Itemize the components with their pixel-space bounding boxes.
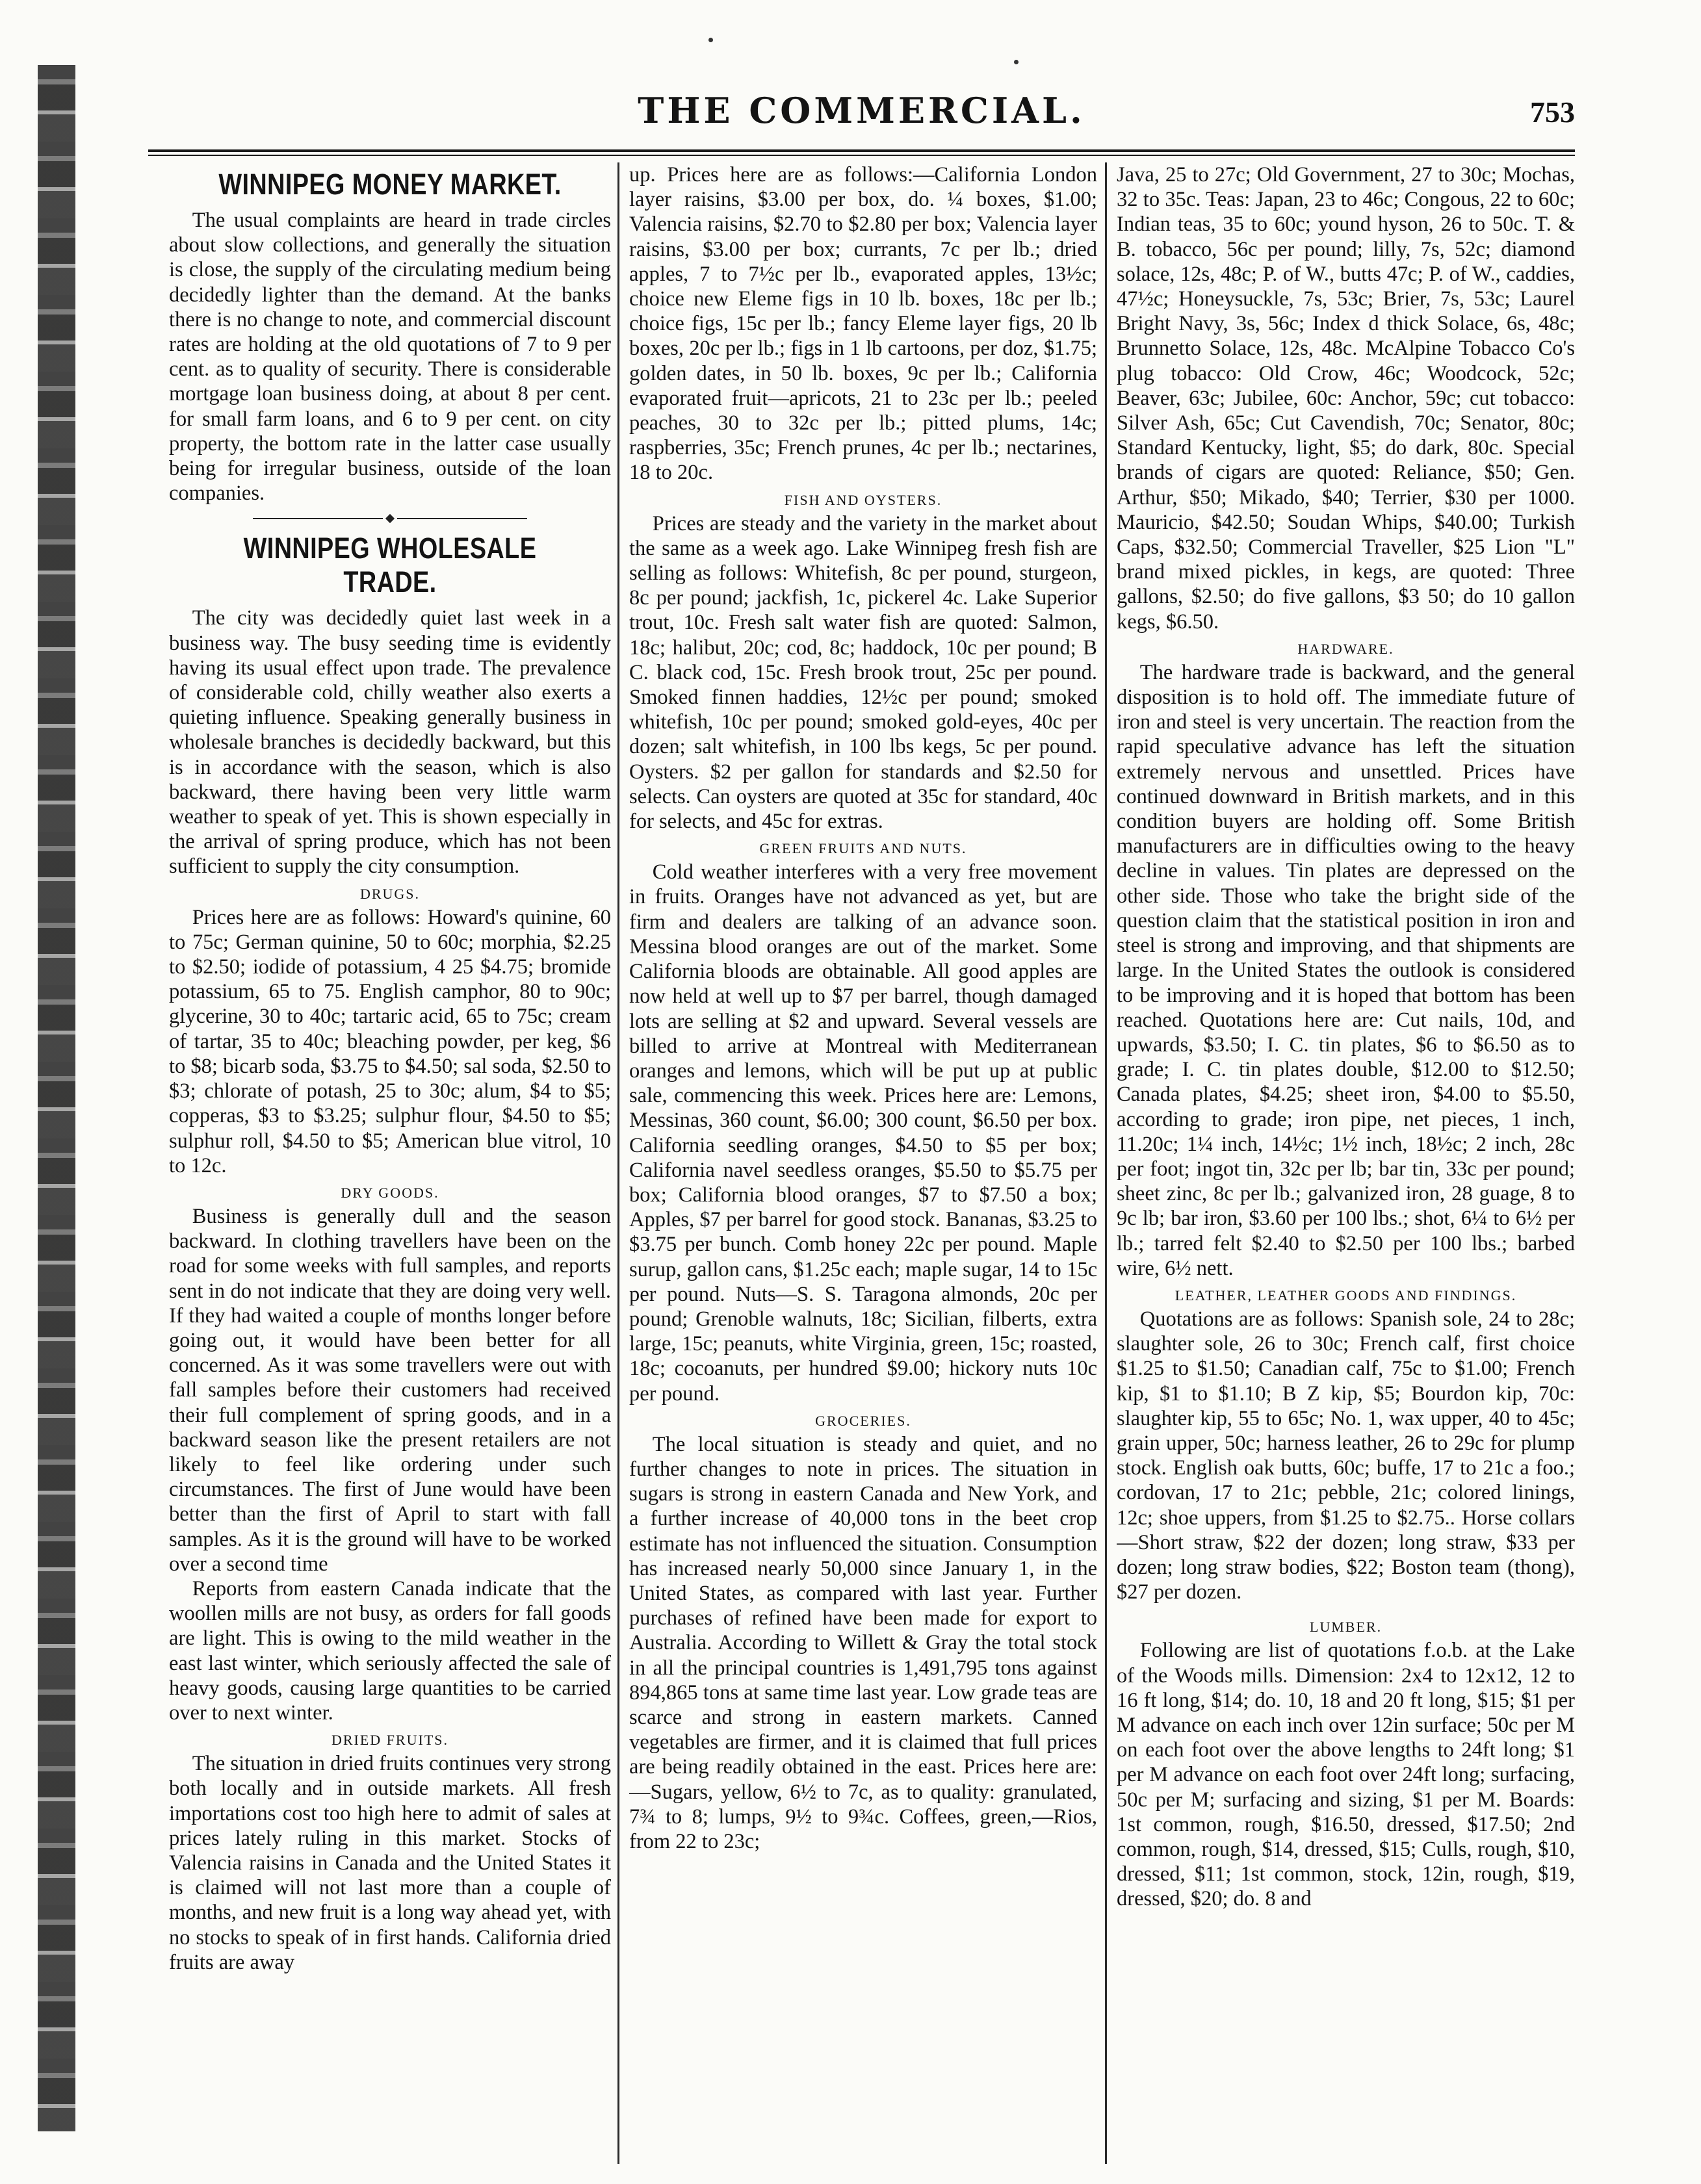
column-2 bbox=[629, 162, 1097, 2164]
article-paragraph: Prices here are as follows: Howard's quinine, 60 to 75c; German quinine, 50 to 60c; morphia, $2.25 to $2.50; iodide of potassium, 4 25 $4.75; bromide potassium, 65 to 75. English camphor, 80 to 90c; glycerine, 30 to 40c; tartaric acid, 65 to 75c; cream of tartar, 35 to 40c; bleaching powder, per keg, $6 to $8; bicarb soda, $3.75 to $4.50; sal soda, $2.50 to $3; chlorate of potash, 25 to 30c; alum, $4 to $5; copperas, $3 to $3.25; sulphur flour, $4.50 to $5; sulphur roll, $4.50 to $5; American blue vitrol, 10 to 12c. bbox=[169, 905, 611, 1177]
article-paragraph: Java, 25 to 27c; Old Government, 27 to 30c; Mochas, 32 to 35c. Teas: Japan, 23 to 46c; Congous, 22 to 60c; Indian teas, 35 to 60c; yound hyson, 26 to 50c. T. & B. tobacco, 56c per pound; lilly, 7s, 52c; diamond solace, 12s, 48c; P. of W., butts 47c; P. of W., caddies, 47½c; Honeysuckle, 7s, 53c; Brier, 7s, 53c; Laurel Bright Navy, 3s, 56c; Index d thick Solace, 6s, 48c; Brunnetto Solace, 12s, 48c. McAlpine Tobacco Co's plug tobacco: Old Crow, 46c; Woodcock, 52c; Beaver, 63c; Jubilee, 60c: Anchor, 59c; cut tobacco: Silver Ash, 65c; Cut Cavendish, 70c; Senator, 80c; Standard Kentucky, light, $5; do dark, 80c. Special brands of cigars are quoted: Reliance, $50; Gen. Arthur, $50; Mikado, $40; Terrier, $30 per 1000. Mauricio, $42.50; Soudan Whips, $40.00; Turkish Caps, $32.50; Commercial Traveller, $25 Lion "L" brand mixed pickles, in kegs, are quoted: Three gallons, $2.50; do five gallons, $3 50; do 10 gallon kegs, $6.50. bbox=[1117, 163, 1575, 634]
article-paragraph: The hardware trade is backward, and the general disposition is to hold off. The immediate future of iron and steel is very uncertain. The reaction from the rapid speculative advance has left the situation extremely nervous and unsettled. Prices have continued downward in British markets, and in this condition buyers are holding off. Some British manufacturers are in difficulties owing to the heavy decline in values. Tin plates are depressed on the other side. Those who take the bright side of the question claim that the statistical position in iron and steel is strong and improving, and that shipments are large. In the United States the outlook is considered to be improving and it is hoped that bottom has been reached. Quotations here are: Cut nails, 10d, and upwards, $3.50; I. C. tin plates, $6 to $6.50 as to grade; I. C. tin plates double, $12.00 to $12.50; Canada plates, $4.25; sheet iron, $4.00 to $5.50, according to grade; iron pipe, net pieces, 1 inch, 11.20c; 1¼ inch, 14½c; 1½ inch, 18½c; 2 inch, 28c per foot; ingot tin, 32c per lb; bar tin, 33c per pound; sheet zinc, 8c per lb.; galvanized iron, 28 guage, 8 to 9c lb; bar iron, $3.60 per 100 lbs.; shot, 6¼ to 6½ per lb.; tarred felt $2.40 to $2.50 per 100 lbs.; barbed wire, 6½ nett. bbox=[1117, 660, 1575, 1280]
newspaper-title: THE COMMERCIAL. bbox=[638, 90, 1085, 131]
subsection-heading: GROCERIES. bbox=[815, 1412, 911, 1429]
section-separator bbox=[169, 512, 611, 524]
article-paragraph: The local situation is steady and quiet, and no further changes to note in prices. The situation in sugars is strong in eastern Canada and New York, and a further increase of 40,000 tons in the beet crop estimate has not influenced the situation. Consumption has increased nearly 50,000 since January 1, in the United States, as compared with last year. Further purchases of refined have been made for export to Australia. According to Willett & Gray the total stock in all the principal countries is 1,491,795 tons against 894,865 tons at same time last year. Low grade teas are scarce and strong in eastern markets. Canned vegetables are firmer, and it is claimed that full prices are being readily obtained in the east. Prices here are:—Sugars, yellow, 6½ to 7c, as to quality: granulated, 7¾ to 8; lumps, 9½ to 9¾c. Coffees, green,—Rios, from 22 to 23c; bbox=[629, 1432, 1097, 1853]
article-paragraph: The city was decidedly quiet last week in a business way. The busy seeding time is evidently having its usual effect upon trade. The prevalence of considerable cold, chilly weather also exerts a quieting influence. Speaking generally business in wholesale branches is decidedly backward, but this is in accordance with the season, which is also backward, there having been very little warm weather to speak of yet. This is shown especially in the arrival of spring produce, which has not been sufficient to supply the city consumption. bbox=[169, 606, 611, 879]
subsection-heading: GREEN FRUITS AND NUTS. bbox=[759, 840, 967, 857]
article-paragraph: Reports from eastern Canada indicate that the woollen mills are not busy, as orders for fall goods are light. This is owing to the mild weather in the east last winter, which seriously affected the sale of heavy goods, causing large quantities to be carried over to next winter. bbox=[169, 1576, 611, 1725]
article-paragraph: Prices are steady and the variety in the market about the same as a week ago. Lake Winnipeg fresh fish are selling as follows: Whitefish, 8c per pound, sturgeon, 8c per pound; jackfish, 1c, pickerel 4c. Lake Superior trout, 10c. Fresh salt water fish are quoted: Salmon, 18c; halibut, 20c; cod, 8c; haddock, 10c per pound; B C. black cod, 15c. Fresh brook trout, 25c per pound. Smoked finnen haddies, 12½c per pound; smoked whitefish, 10c per pound; smoked gold-eyes, 40c per dozen; salt whitefish, in 100 lbs kegs, 5c per pound. Oysters. $2 per gallon for standards and $2.50 for selects. Can oysters are quoted at 35c for standard, 40c for selects, and 45c for extras. bbox=[629, 511, 1097, 834]
masthead bbox=[148, 90, 1575, 146]
subsection-heading: HARDWARE. bbox=[1297, 640, 1394, 657]
subsection-heading: DRIED FRUITS. bbox=[331, 1732, 448, 1749]
article-paragraph: Quotations are as follows: Spanish sole, 24 to 28c; slaughter sole, 26 to 30c; French calf, first choice $1.25 to $1.50; Canadian calf, 75c to $1.00; French kip, $1 to $1.10; B Z kip, $5; Bourdon kip, 70c: slaughter kip, 55 to 65c; No. 1, wax upper, 40 to 45c; grain upper, 50c; harness leather, 26 to 29c for plump stock. English oak butts, 60c; buffe, 17 to 21c a foo.; cordovan, 17 to 21c; pebble, 21c; colored linings, 12c; shoe uppers, from $1.25 to $2.75.. Horse collars—Short straw, $22 der dozen; long straw, $33 per dozen; long straw bodies, $22; Boston team (thong), $27 per dozen. bbox=[1117, 1307, 1575, 1604]
article-paragraph: The situation in dried fruits continues very strong both locally and in outside markets. All fresh importations cost too high here to admit of sales at prices lately ruling in this market. Stocks of Valencia raisins in Canada and the United States it is claimed will not last more than a couple of months, and new fruit is a long way ahead yet, with no stocks to speak of in first hands. California dried fruits are away bbox=[169, 1752, 611, 1974]
article-paragraph: Cold weather interferes with a very free movement in fruits. Oranges have not advanced as yet, but are firm and dealers are talking of an advance soon. Messina blood oranges are out of the market. Some California bloods are obtainable. All good apples are now held at well up to $7 per barrel, though damaged lots are selling at $2 and upward. Several vessels are billed to arrive at Montreal with Mediterranean oranges and lemons, which will be put up at public sale, commencing this week. Prices here are: Lemons, Messinas, 360 count, $6.00; 300 count, $6.50 per box. California seedling oranges, $4.50 to $5 per box; California navel seedless oranges, $5.50 to $5.75 per box; California blood oranges, $7 to $7.50 a box; Apples, $7 per barrel for good stock. Bananas, $3.25 to $3.75 per bunch. Comb honey 22c per pound. Maple surup, gallon cans, $1.25c each; maple sugar, 14 to 15c per pound. Nuts—S. S. Taragona almonds, 20c per pound; Grenoble walnuts, 18c; Sicilian, filberts, extra large, 15c; peanuts, white Virginia, green, 15c; roasted, 18c; cocoanuts, per hundred $9.00; hickory nuts 10c per pound. bbox=[629, 860, 1097, 1406]
header-rule-thin bbox=[148, 155, 1575, 156]
article-paragraph: The usual complaints are heard in trade circles about slow collections, and generally the situation is close, the supply of the circulating medium being decidedly lighter than the demand. At the banks there is no change to note, and commercial discount rates are holding at the old quotations of 7 to 9 per cent. as to quality of security. There is considerable mortgage loan business doing, at about 8 per cent. for small farm loans, and 6 to 9 per cent. on city property, the bottom rate in the latter case usually being for irregular business, outside of the loan companies. bbox=[169, 209, 611, 506]
article-paragraph: up. Prices here are as follows:—California London layer raisins, $3.00 per box, do. ¼ boxes, $1.00; Valencia raisins, $2.70 to $2.80 per box; Valencia layer raisins, $3.00 per box; currants, 7c per lb.; dried apples, 7 to 7½c per lb., evaporated apples, 13½c; choice new Eleme figs in 10 lb. boxes, 18c per lb.; choice figs, 15c per lb.; fancy Eleme layer figs, 20 lb boxes, 20c per lb.; figs in 1 lb cartoons, per doz, $1.75; golden dates, in 50 lb. boxes, 9c per lb.; California evaporated fruit—apricots, 21 to 23c per lb.; peeled peaches, 30 to 32c per lb.; pitted plums, 14c; raspberries, 35c; French prunes, 4c per lb.; nectarines, 18 to 20c. bbox=[629, 163, 1097, 485]
column-divider bbox=[617, 162, 619, 2164]
column-1 bbox=[169, 162, 611, 2164]
page-number: 753 bbox=[1530, 96, 1575, 129]
subsection-heading: DRUGS. bbox=[359, 885, 421, 902]
subsection-heading: LEATHER, LEATHER GOODS AND FINDINGS. bbox=[1175, 1287, 1517, 1304]
subsection-heading: FISH AND OYSTERS. bbox=[784, 491, 942, 508]
speck bbox=[1014, 60, 1019, 64]
header-rule bbox=[148, 149, 1575, 152]
subsection-heading: DRY GOODS. bbox=[341, 1184, 439, 1201]
page-binding-edge bbox=[38, 65, 75, 2131]
subsection-heading: LUMBER. bbox=[1309, 1619, 1383, 1636]
speck bbox=[708, 38, 713, 42]
article-paragraph: Following are list of quotations f.o.b. at the Lake of the Woods mills. Dimension: 2x4 to 12x12, 12 to 16 ft long, $14; do. 10, 18 and 20 ft long, $15; $1 per M advance on each inch over 12in surface; 50c per M on each foot over the above lengths to 24ft long; $1 per M advance on each foot over 24ft long; surfacing, 50c per M; surfacing and sizing, $1 per M. Boards: 1st common, rough, $16.50, dressed, $17.50; 2nd common, rough, $14, dressed, $15; Culls, rough, $10, dressed, $11; 1st common, stock, 12in, rough, $19, dressed, $20; do. 8 and bbox=[1117, 1639, 1575, 1911]
column-divider bbox=[1105, 162, 1107, 2164]
article-paragraph: Business is generally dull and the season backward. In clothing travellers have been on the road for some weeks with full samples, and reports sent in do not indicate that they are doing very well. If they had waited a couple of months longer before going out, it would have been better for all concerned. As it was some travellers were out with fall samples before their customers had received their full complement of spring goods, and in a backward season like the present retailers are not likely to feel like ordering under such circumstances. The first of June would have been better than the first of April to start with fall samples. As it is the ground will have to be worked over a second time bbox=[169, 1204, 611, 1576]
section-heading: WINNIPEG WHOLESALE TRADE. bbox=[243, 532, 537, 599]
section-heading: WINNIPEG MONEY MARKET. bbox=[218, 168, 562, 201]
column-3 bbox=[1117, 162, 1575, 2164]
